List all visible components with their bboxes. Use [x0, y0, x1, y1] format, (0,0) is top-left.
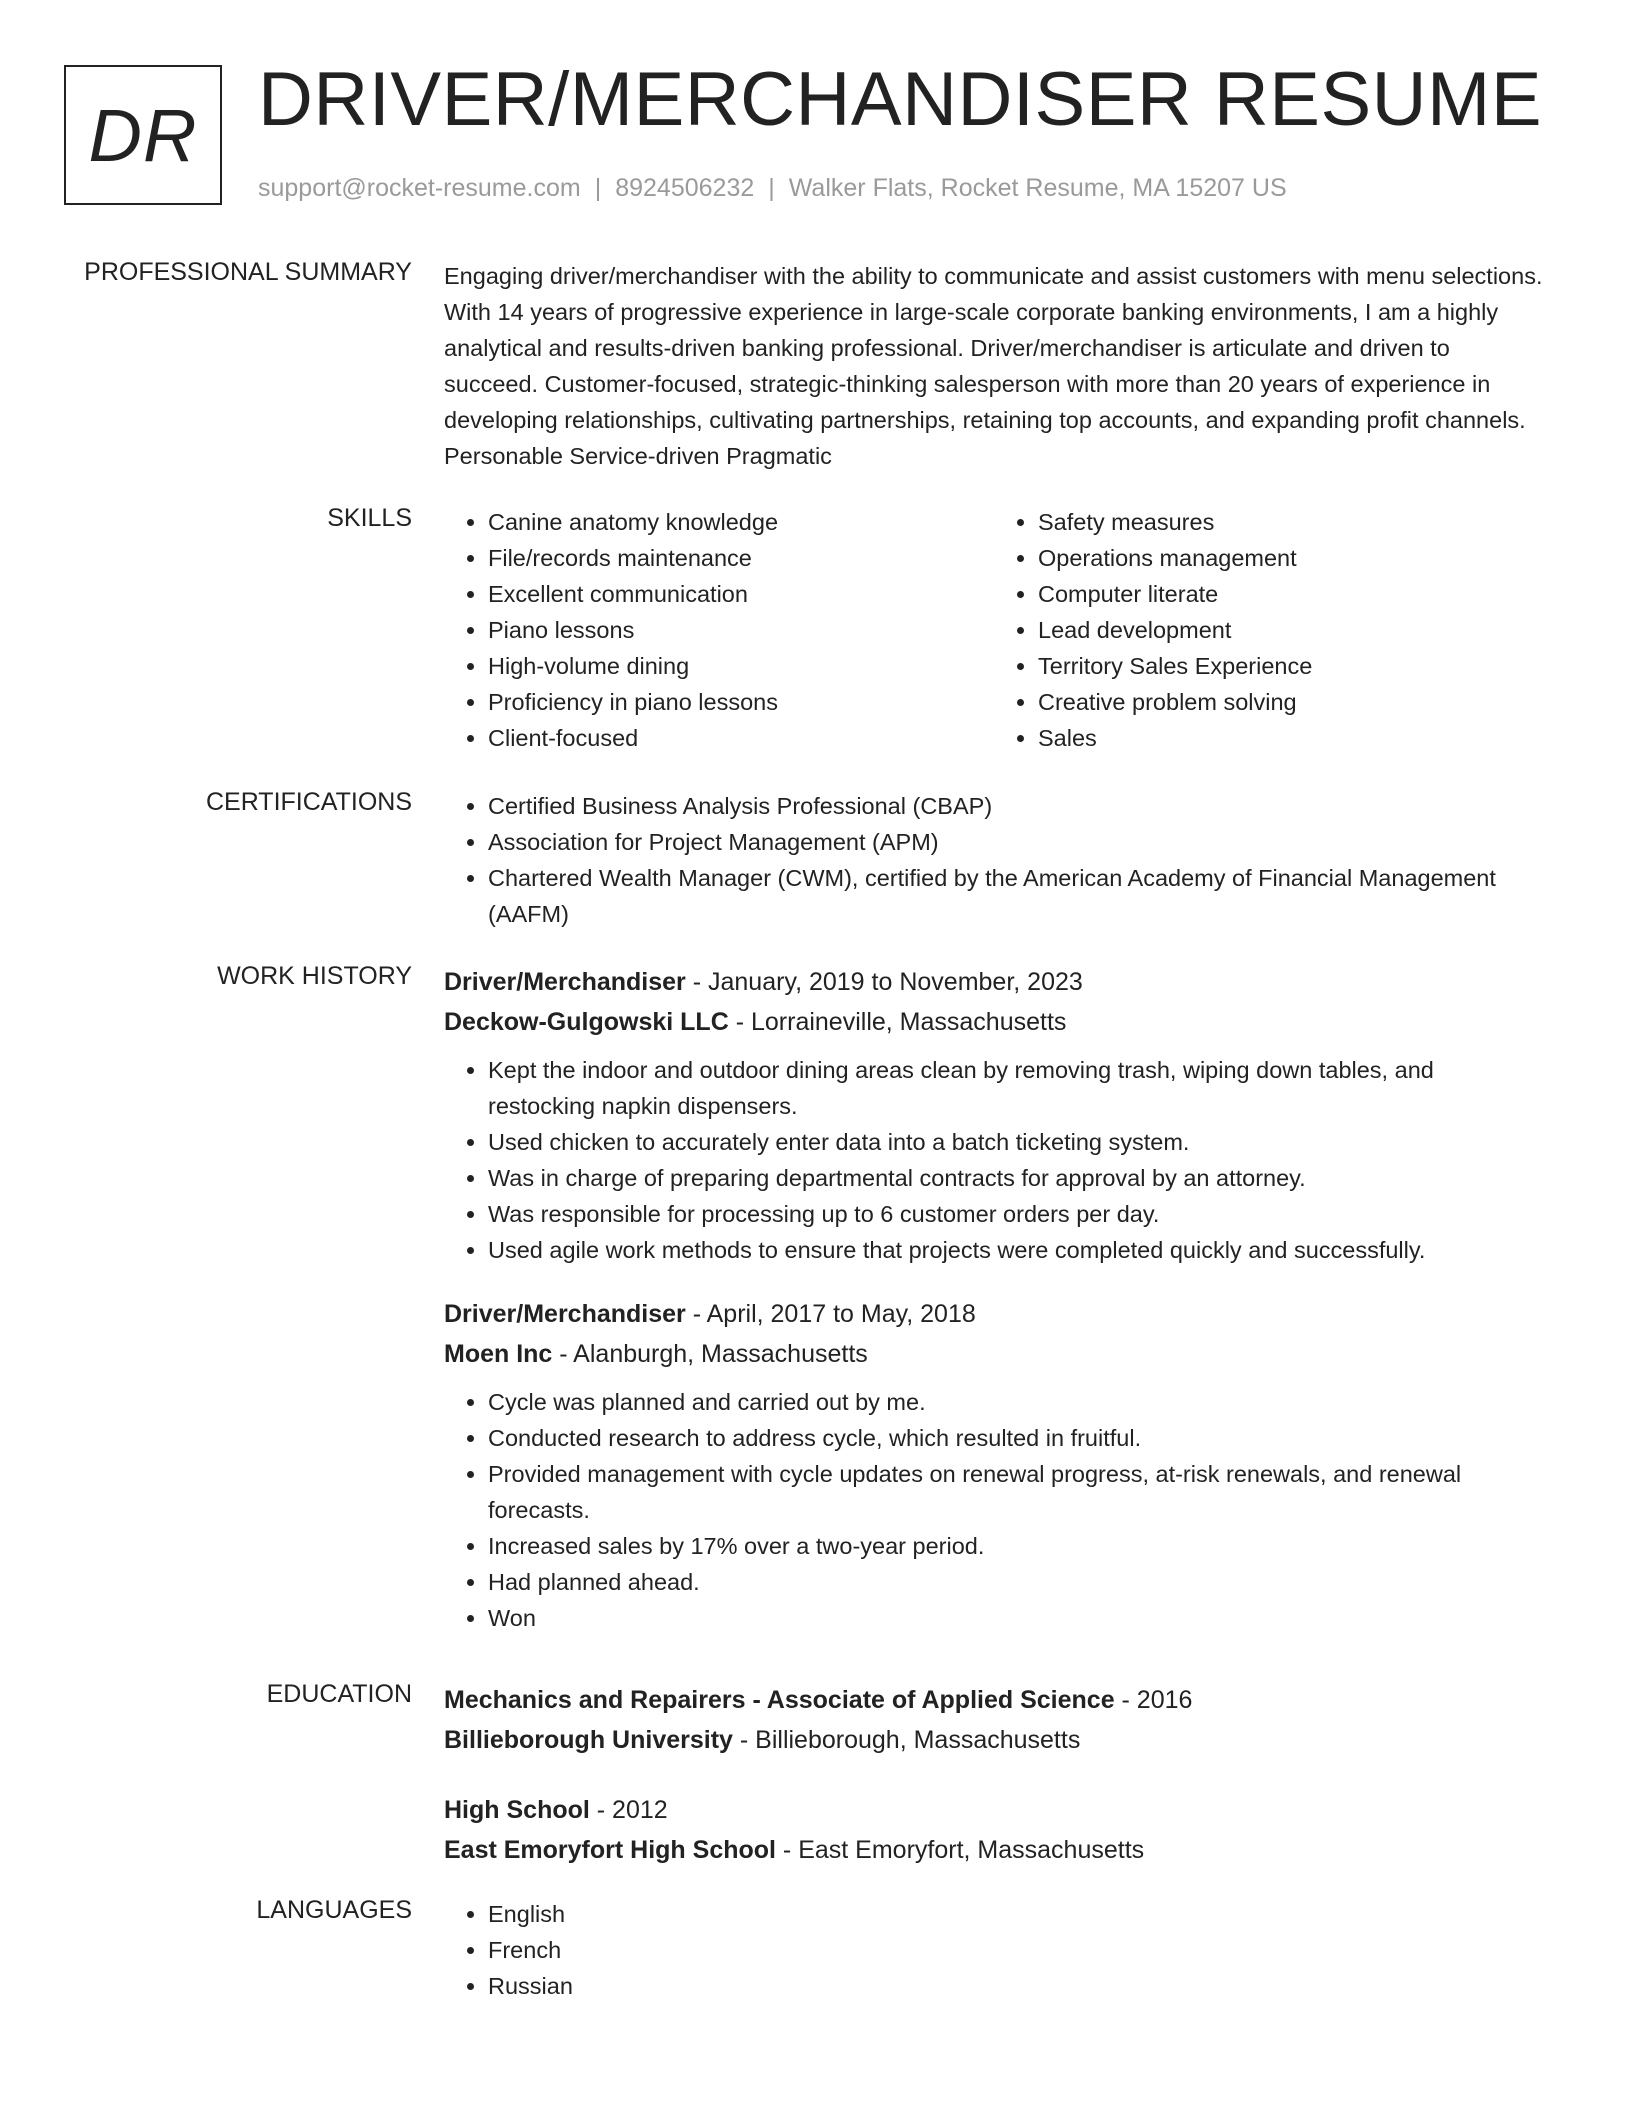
- job-title: Driver/Merchandiser: [444, 1300, 686, 1328]
- education-degree: High School: [444, 1796, 590, 1824]
- job-company: Deckow-Gulgowski LLC: [444, 1008, 729, 1036]
- certification-item: • Association for Project Management (APM): [488, 824, 1544, 860]
- skill-item: • Operations management: [1038, 540, 1544, 576]
- job-bullet: • Provided management with cycle updates on renewal progress, at-risk renewals, and renewal forecasts.: [488, 1456, 1544, 1528]
- job-entry: [444, 1294, 1544, 1636]
- job-title-line: [444, 962, 1544, 1002]
- job-bullets: [444, 1052, 1544, 1268]
- section-label-certifications: CERTIFICATIONS: [205, 788, 412, 816]
- separator: |: [768, 174, 775, 202]
- skill-item: • High-volume dining: [488, 648, 994, 684]
- skills-column-left: [444, 504, 994, 756]
- education-degree: Mechanics and Repairers - Associate of Applied Science: [444, 1686, 1115, 1714]
- job-title-line: [444, 1294, 1544, 1334]
- page-title: DRIVER/MERCHANDISER RESUME: [258, 57, 1543, 142]
- skill-item: • Sales: [1038, 720, 1544, 756]
- job-bullet: • Won: [488, 1600, 1544, 1636]
- education-degree-line: [444, 1680, 1544, 1720]
- contact-address: Walker Flats, Rocket Resume, MA 15207 US: [788, 174, 1287, 202]
- skill-item: • Proficiency in piano lessons: [488, 684, 994, 720]
- job-company: Moen Inc: [444, 1340, 553, 1368]
- section-label-education: EDUCATION: [266, 1680, 412, 1708]
- job-bullet: • Was responsible for processing up to 6 customer orders per day.: [488, 1196, 1544, 1232]
- contact-phone[interactable]: 8924506232: [615, 174, 755, 202]
- skill-item: • Piano lessons: [488, 612, 994, 648]
- job-entry: [444, 962, 1544, 1268]
- education-year: - 2012: [589, 1796, 668, 1824]
- education-location: - East Emoryfort, Massachusetts: [775, 1836, 1145, 1864]
- job-bullet: • Was in charge of preparing departmental contracts for approval by an attorney.: [488, 1160, 1544, 1196]
- language-item: • French: [488, 1932, 1544, 1968]
- job-location: - Lorraineville, Massachusetts: [728, 1008, 1067, 1036]
- skill-item: • Canine anatomy knowledge: [488, 504, 994, 540]
- job-dates: - April, 2017 to May, 2018: [685, 1300, 976, 1328]
- job-bullet: • Had planned ahead.: [488, 1564, 1544, 1600]
- job-bullet: • Conducted research to address cycle, which resulted in fruitful.: [488, 1420, 1544, 1456]
- skill-item: • Client-focused: [488, 720, 994, 756]
- education-location: - Billieborough, Massachusetts: [732, 1726, 1081, 1754]
- contact-line: [258, 174, 1287, 203]
- job-company-line: [444, 1002, 1544, 1042]
- languages-list: [444, 1896, 1544, 2004]
- education-school-line: [444, 1830, 1544, 1870]
- education-degree-line: [444, 1790, 1544, 1830]
- job-bullet: • Used agile work methods to ensure that projects were completed quickly and successfully.: [488, 1232, 1544, 1268]
- education-body: [444, 1680, 1544, 1870]
- job-bullet: • Increased sales by 17% over a two-year period.: [488, 1528, 1544, 1564]
- skill-item: • Safety measures: [1038, 504, 1544, 540]
- job-company-line: [444, 1334, 1544, 1374]
- job-bullet: • Used chicken to accurately enter data into a batch ticketing system.: [488, 1124, 1544, 1160]
- skills-list: [444, 504, 1544, 756]
- education-school: Billieborough University: [444, 1726, 733, 1754]
- summary-text: Engaging driver/merchandiser with the ability to communicate and assist customers with menu selections. With 14 years of progressive experience in large-scale corporate banking environments, I am a highly analytical and results-driven banking professional. Driver/merchandiser is articulate and driven to succeed. Customer-focused, strategic-thinking salesperson with more than 20 years of experience in developing relationships, cultivating partnerships, retaining top accounts, and expanding profit channels. Personable Service-driven Pragmatic: [444, 263, 1543, 469]
- section-label-languages: LANGUAGES: [256, 1896, 412, 1924]
- section-label-work-history: WORK HISTORY: [217, 962, 412, 990]
- skill-item: • Lead development: [1038, 612, 1544, 648]
- certification-item: • Chartered Wealth Manager (CWM), certified by the American Academy of Financial Management (AAFM): [488, 860, 1544, 932]
- job-title: Driver/Merchandiser: [444, 968, 686, 996]
- skill-item: • File/records maintenance: [488, 540, 994, 576]
- education-school: East Emoryfort High School: [444, 1836, 776, 1864]
- job-bullets: [444, 1384, 1544, 1636]
- education-school-line: [444, 1720, 1544, 1760]
- monogram-logo: DR: [64, 65, 222, 205]
- job-bullet: • Kept the indoor and outdoor dining areas clean by removing trash, wiping down tables, and restocking napkin dispensers.: [488, 1052, 1544, 1124]
- job-location: - Alanburgh, Massachusetts: [552, 1340, 868, 1368]
- section-label-skills: SKILLS: [327, 504, 412, 532]
- education-entry: [444, 1680, 1544, 1760]
- skill-item: • Territory Sales Experience: [1038, 648, 1544, 684]
- skill-item: • Creative problem solving: [1038, 684, 1544, 720]
- work-history-body: [444, 962, 1544, 1636]
- skill-item: • Computer literate: [1038, 576, 1544, 612]
- language-item: • Russian: [488, 1968, 1544, 2004]
- education-entry: [444, 1790, 1544, 1870]
- job-bullet: • Cycle was planned and carried out by me.: [488, 1384, 1544, 1420]
- contact-email[interactable]: support@rocket-resume.com: [258, 174, 581, 202]
- language-item: • English: [488, 1896, 1544, 1932]
- education-year: - 2016: [1114, 1686, 1193, 1714]
- skills-column-right: [994, 504, 1544, 756]
- job-dates: - January, 2019 to November, 2023: [685, 968, 1083, 996]
- certifications-list: [444, 788, 1544, 932]
- certification-item: • Certified Business Analysis Professional (CBAP): [488, 788, 1544, 824]
- skill-item: • Excellent communication: [488, 576, 994, 612]
- section-label-summary: PROFESSIONAL SUMMARY: [84, 258, 412, 286]
- separator: |: [594, 174, 602, 202]
